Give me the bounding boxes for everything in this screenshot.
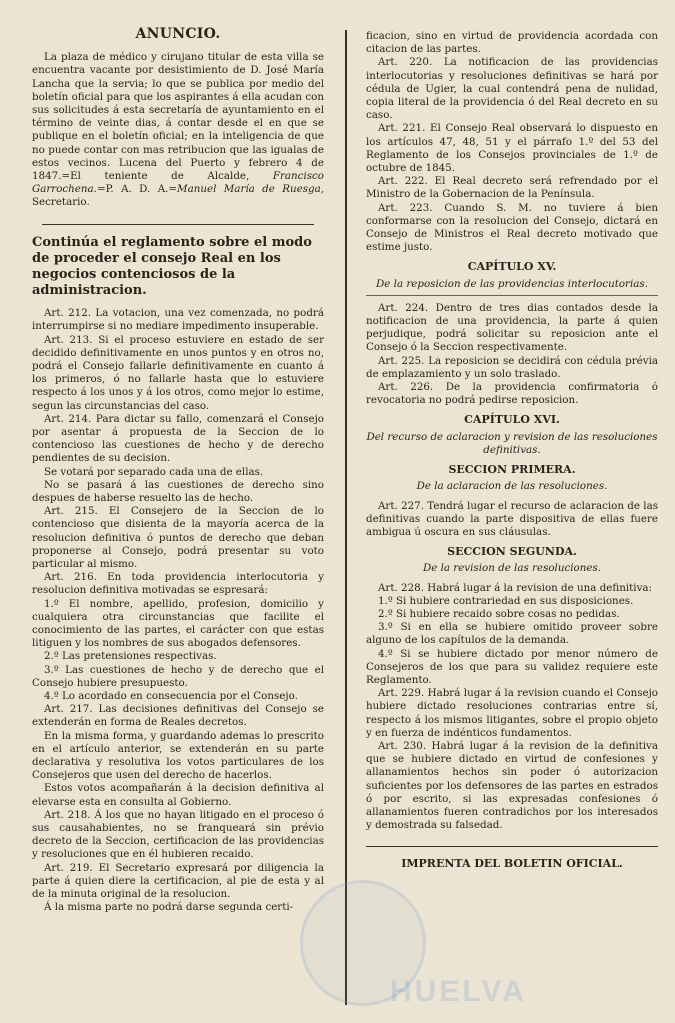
article-paragraph: Art. 222. El Real decreto será refrendado por el Ministro de la Gobernacion de la Península.: [366, 175, 658, 201]
article-paragraph: No se pasará á las cuestiones de derecho sino despues de haberse resuelto las de hecho.: [32, 478, 324, 504]
article-paragraph: Art. 213. Si el proceso estuviere en estado de ser decidido definitivamente en unos puntos y en otros no, podrá el Consejo fallarle definitivamente en cuanto á los primeros, ó no fallarle hasta que lo estuviere respecto á los unos y á los otros, como mejor lo estime, segun las circunstancias del caso.: [32, 333, 324, 412]
signer-role: Secretario.: [32, 196, 90, 209]
article-paragraph: 4.º Lo acordado en consecuencia por el Consejo.: [44, 690, 298, 703]
article-paragraph: Art. 215. El Consejero de la Seccion de lo contencioso que disienta de la mayoría acerca de la resolucion definitiva ó puntos de derecho que deban proponerse al Consejo, podrá presentar su voto particular al mismo.: [32, 505, 324, 570]
article-paragraph: Art. 227. Tendrá lugar el recurso de aclaracion de las definitivas cuando la parte dispositiva de ellas fuere ambigua ú oscura en sus cláusulas.: [366, 499, 658, 538]
article-paragraph: Art. 224. Dentro de tres dias contados desde la notificacion de una providencia, la parte á quien perjudique, podrá solicitar su reposicion ante el Consejo ó la Seccion respectivamente.: [366, 301, 658, 354]
chapter-xv-title: CAPÍTULO XV.: [467, 260, 557, 274]
section-one-title: SECCION PRIMERA.: [448, 463, 576, 477]
left-column: [32, 26, 324, 914]
article-paragraph: 3.º Si en ella se hubiere omitido proveer sobre alguno de los capítulos de la demanda.: [366, 621, 658, 647]
article-paragraph: Art. 226. De la providencia confirmatoria ó revocatoria no podrá pedirse reposicion.: [366, 381, 658, 407]
article-paragraph: Estos votos acompañarán á la decision definitiva al elevarse esta en consulta al Gobierno.: [32, 782, 324, 808]
article-paragraph: Art. 214. Para dictar su fallo, comenzará el Consejo por asentar á propuesta de la Seccion de lo contencioso las cuestiones de hecho y de derecho pendientes de su decision.: [32, 412, 324, 465]
article-paragraph: En la misma forma, y guardando ademas lo prescrito en el artículo anterior, se extenderán en su parte declarativa y resolutiva los votos particulares de los Consejeros que usen del derecho de hacerlos.: [32, 729, 324, 782]
article-paragraph: Art. 212. La votacion, una vez comenzada, no podrá interrumpirse si no mediare impedimento insuperable.: [32, 307, 324, 333]
article-paragraph: Art. 217. Las decisiones definitivas del Consejo se extenderán en forma de Reales decretos.: [32, 703, 324, 729]
article-paragraph: Art. 220. La notificacion de las providencias interlocutorias y resoluciones definitivas se hará por cédula de Ugier, la cual contendrá pena de nulidad, copia literal de la providencia ó del Real decreto en su caso.: [366, 56, 658, 122]
article-paragraph: 3.º Las cuestiones de hecho y de derecho que el Consejo hubiere presupuesto.: [32, 663, 324, 689]
anuncio-text: La plaza de médico y cirujano titular de esta villa se encuentra vacante por desistimiento de D. José María Lancha que la servia; lo que se publica por medio del boletín oficial para que los aspirantes á ella acudan con sus solicitudes á esta secretaría de ayuntamiento en el término de veinte dias, á contar desde el en que se publique en el boletín oficial; en la inteligencia de que no puede contar con mas retribucion que las igualas de estos vecinos. Lucena del Puerto y febrero 4 de 1847.=El teniente de Alcalde, Francisco Garrochena.=P. A. D. A.=Manuel María de Ruesga, Secretario.: [32, 51, 324, 209]
article-paragraph: 2.º Si hubiere recaido sobre cosas no pedidas.: [378, 607, 620, 620]
article-paragraph: ficacion, sino en virtud de providencia acordada con citacion de las partes.: [366, 30, 658, 56]
article-paragraph: Á la misma parte no podrá darse segunda certi-: [44, 901, 294, 914]
left-articles: [32, 307, 324, 914]
chapter-xvi-title: CAPÍTULO XVI.: [464, 413, 560, 427]
signer-separator: =P. A. D. A.=: [96, 183, 178, 196]
article-paragraph: Art. 221. El Consejo Real observará lo dispuesto en los artículos 47, 48, 51 y el párrafo 1.º del 53 del Reglamento de los Consejos provinciales de 1.º de octubre de 1845.: [366, 122, 658, 175]
chapter-xv-subtitle: De la reposicion de las providencias interlocutorias.: [366, 278, 658, 296]
article-paragraph: Art. 228. Habrá lugar á la revision de una definitiva:: [378, 581, 653, 594]
section-two-title: SECCION SEGUNDA.: [447, 545, 577, 559]
printer-footer: IMPRENTA DEL BOLETIN OFICIAL.: [366, 846, 658, 870]
article-paragraph: Art. 219. El Secretario expresará por diligencia la parte á quien diere la certificacion, al pie de esta y al de la minuta original de la resolucion.: [32, 861, 324, 901]
signer-name-1: Francisco Garrochena.: [32, 170, 324, 196]
section-two-subtitle: De la revision de las resoluciones.: [422, 562, 602, 575]
article-paragraph: 1.º Si hubiere contrariedad en sus disposiciones.: [378, 594, 634, 607]
anuncio-heading: ANUNCIO.: [135, 26, 221, 42]
section-rule: [42, 224, 314, 226]
article-paragraph: 2.º Las pretensiones respectivas.: [44, 650, 217, 663]
article-paragraph: Art. 218. Á los que no hayan litigado en el proceso ó sus causahabientes, no se franqueará sin prévio decreto de la Seccion, certificacion de las providencias y resoluciones que en él hubieren recaido.: [32, 808, 324, 861]
chapter-xvi-subtitle: Del recurso de aclaracion y revision de las resoluciones definitivas.: [366, 430, 658, 456]
reglamento-title: Continúa el reglamento sobre el modo de proceder el consejo Real en los negocios contenciosos de la administracion.: [32, 235, 312, 299]
section-one-subtitle: De la aclaracion de las resoluciones.: [416, 480, 608, 493]
article-paragraph: 1.º El nombre, apellido, profesion, domicilio y cualquiera otra circunstancias que facilite el conocimiento de las partes, el carácter con que estas litiguen y los nombres de sus abogados defensores.: [32, 597, 324, 650]
article-paragraph: Art. 216. En toda providencia interlocutoria y resolucion definitiva motivadas se espresará:: [32, 571, 324, 597]
right-column: [366, 30, 658, 871]
article-paragraph: 4.º Si se hubiere dictado por menor número de Consejeros de los que para su validez requiere este Reglamento.: [366, 647, 658, 686]
watermark-text: HUELVA: [390, 975, 527, 1008]
column-divider: [345, 30, 347, 1005]
article-paragraph: Art. 225. La reposicion se decidirá con cédula prévia de emplazamiento y un solo traslado.: [366, 354, 658, 380]
article-paragraph: Art. 230. Habrá lugar á la revision de la definitiva que se hubiere dictado en virtud de confesiones y allanamientos hechos sin poder ó autorizacion suficientes por los defensores de las partes en estrados ó por escrito, si las expresadas confesiones ó allanamientos fueren contradichos por los interesados y demostrada su falsedad.: [366, 739, 658, 832]
article-paragraph: Art. 229. Habrá lugar á la revision cuando el Consejo hubiere dictado resoluciones contrarias entre sí, respecto á los mismos litigantes, sobre el propio objeto y en fuerza de indénticos fundamentos.: [366, 687, 658, 739]
article-paragraph: Se votará por separado cada una de ellas.: [44, 465, 264, 478]
signer-name-2: Manuel María de Ruesga,: [177, 183, 324, 196]
article-paragraph: Art. 223. Cuando S. M. no tuviere á bien conformarse con la resolucion del Consejo, dictará en Consejo de Ministros el Real decreto motivado que estime justo.: [366, 201, 658, 254]
